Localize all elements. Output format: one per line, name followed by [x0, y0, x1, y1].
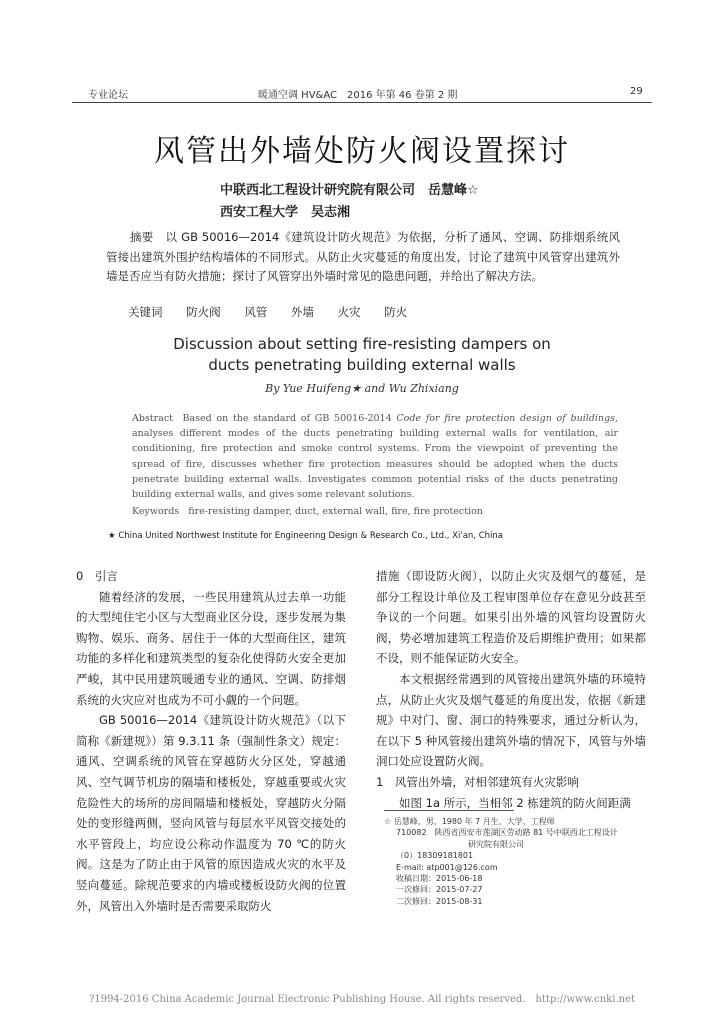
cnki-footer: ?1994-2016 China Academic Journal Electronic Publishing House. All rights reserved. http://www.cnki.net — [88, 994, 635, 1005]
running-header-journal: 暖通空调 HV&AC 2016 年第 46 卷第 2 期 — [258, 90, 458, 101]
keywords-en-text: fire-resisting damper, duct, external wall, fire, fire protection — [188, 506, 483, 517]
footnote-line: （0）18309181801 — [396, 851, 474, 861]
keywords-cn — [128, 304, 421, 320]
abstract-cn — [106, 228, 620, 287]
affiliation-en: ★ China United Northwest Institute for Engineering Design & Research Co., Ltd., Xi'an, China — [108, 531, 503, 541]
running-header-section: 专业论坛 — [88, 90, 128, 101]
author-line-1: 中联西北工程设计研究院有限公司 岳慧峰☆ — [220, 183, 479, 198]
page-number: 29 — [630, 86, 643, 97]
abstract-en-code-title: Code for fire protection design of buildings — [396, 413, 615, 424]
keyword-cn-item: 防火阀 — [186, 305, 221, 319]
section-0-heading: 0 引言 — [76, 569, 118, 583]
footnote-line: 二次修回：2015-08-31 — [396, 896, 483, 906]
body-paragraph: 随着经济的发展，一些民用建筑从过去单一功能的大型纯住宅小区与大型商业区分设，逐步发展为集购物、娱乐、商务、居住于一体的大型商住区，建筑功能的多样化和建筑类型的复杂化使得防火安全更加严峻，其中民用建筑暖通专业的通风、空调、防排烟系统的火灾应对也成为不可小觑的一个问题。 — [76, 589, 346, 707]
body-paragraph: 如图 1a 所示，当相邻 2 栋建筑的防火间距满 — [399, 795, 631, 810]
paper-title: 风管出外墙处防火阀设置探讨 — [154, 134, 570, 169]
abstract-en-label: Abstract — [132, 413, 173, 424]
footnote-line: 研究院有限公司 — [468, 839, 524, 849]
footnote-rule — [384, 810, 514, 811]
footnote-line: 一次修回：2015-07-27 — [396, 885, 483, 895]
body-paragraph: 措施（即设防火阀），以防止火灾及烟气的蔓延，是部分工程设计单位及工程审图单位存在意见分歧甚至争议的一个问题。如果引出外墙的风管均设置防火阀，势必增加建筑工程造价及后期维护费用；如果都不设，则不能保证防火安全。 — [376, 569, 646, 666]
header-rule — [72, 102, 652, 103]
author-line-2: 西安工程大学 吴志湘 — [220, 205, 351, 220]
keywords-en-label: Keywords — [132, 506, 180, 517]
author-footnote — [384, 816, 654, 907]
footnote-line: E-mail: atp001@126.com — [396, 862, 498, 872]
en-authors: By Yue Huifeng★ and Wu Zhixiang — [265, 382, 459, 395]
en-title-line-2: ducts penetrating building external walls — [208, 356, 516, 374]
body-paragraph: 本文根据经常遇到的风管接出建筑外墙的环境特点，从防止火灾及烟气蔓延的角度出发，依据《新建规》中对门、窗、洞口的特殊要求，通过分析认为，在以下 5 种风管接出建筑外墙的情况下，风管与外墙洞口处应设置防火阀。 — [376, 671, 646, 769]
keywords-en — [132, 506, 483, 517]
body-right-column — [376, 566, 646, 813]
footnote-line: ☆ 岳慧峰，男，1980 年 7 月生，大学，工程师 — [384, 817, 555, 826]
keyword-cn-item: 风管 — [244, 305, 268, 319]
keyword-cn-item: 外墙 — [290, 305, 314, 319]
abstract-en-text-a: Based on the standard of GB 50016-2014 — [182, 413, 397, 424]
keywords-cn-label: 关键词 — [128, 305, 163, 319]
en-title-line-1: Discussion about setting fire-resisting dampers on — [173, 335, 551, 353]
abstract-en-text-b: , analyses different modes of the ducts penetrating building external walls for ventilation, air conditioning, fire protection and smoke control systems. From the viewpoint of preventing the spread of fire, discusses whether fire protection measures should be adopted when the ducts penetrate building external walls. Investigates common potential risks of the ducts penetrating building external walls, and gives some relevant solutions. — [132, 413, 619, 501]
keyword-cn-item: 防火 — [384, 305, 408, 319]
keyword-cn-item: 火灾 — [337, 305, 361, 319]
footnote-line: 收稿日期：2015-06-18 — [396, 874, 483, 884]
abstract-cn-label: 摘要 — [130, 230, 154, 244]
body-paragraph: GB 50016—2014《建筑设计防火规范》（以下简称《新建规》）第 9.3.11 条（强制性条文）规定：通风、空调系统的风管在穿越防火分区处，穿越通风、空气调节机房的隔墙和楼板处，穿越重要或火灾危险性大的场所的房间隔墙和楼板处，穿越防火分隔处的变形缝两侧，竖向风管与每层水平风管交接处的水平管段上，均应设公称动作温度为 70 ℃的防火阀。这是为了防止由于风管的原因造成火灾的水平及竖向蔓延。除规范要求的内墙或楼板设防火阀的位置外，风管出入外墙时是否需要采取防火 — [76, 713, 346, 913]
body-left-column — [76, 566, 346, 916]
abstract-cn-text: 以 GB 50016—2014《建筑设计防火规范》为依据，分析了通风、空调、防排烟系统风管接出建筑外围护结构墙体的不同形式。从防止火灾蔓延的角度出发，讨论了建筑中风管穿出建筑外墙是否应当有防火措施；探讨了风管穿出外墙时常见的隐患问题，并给出了解决方法。 — [106, 230, 621, 283]
footnote-line: 710082 陕西省西安市莲湖区劳动路 81 号中联西北工程设计 — [396, 828, 618, 838]
section-1-heading: 1 风管出外墙，对相邻建筑有火灾影响 — [376, 774, 579, 789]
abstract-en — [132, 411, 618, 502]
